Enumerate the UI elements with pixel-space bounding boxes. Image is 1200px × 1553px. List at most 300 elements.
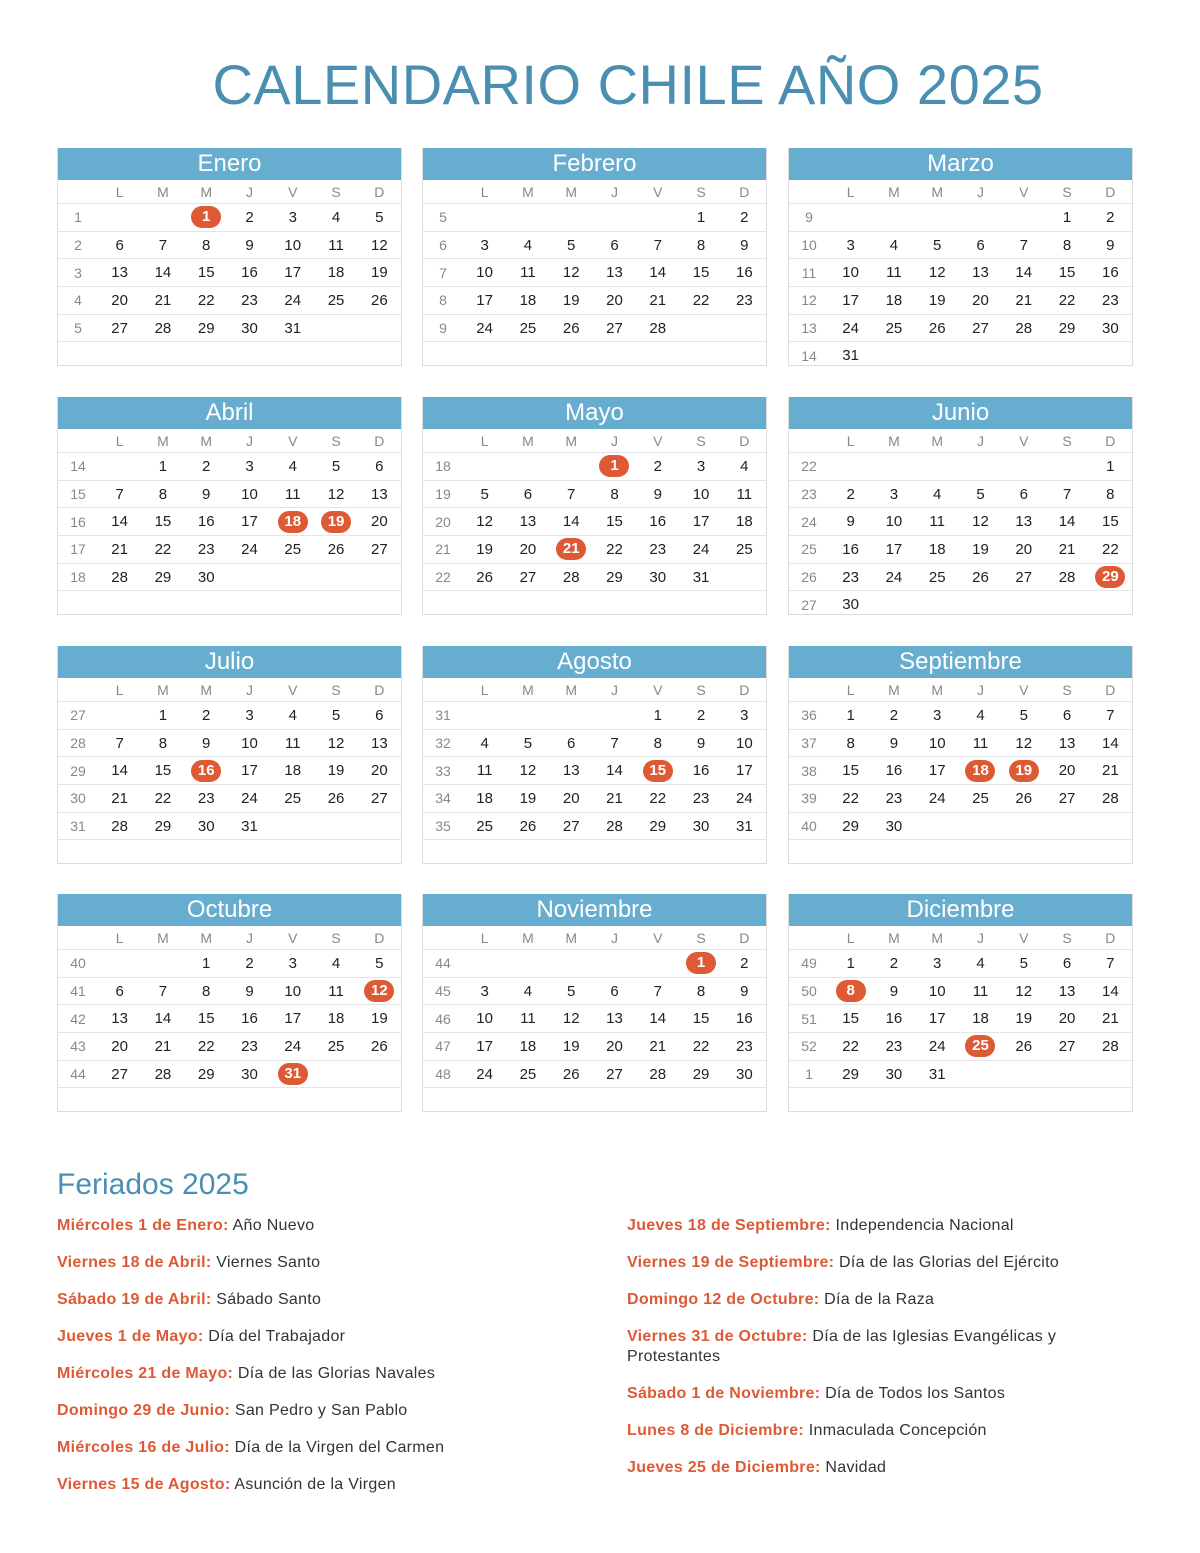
weekday-label: J bbox=[228, 180, 271, 204]
week-row bbox=[423, 977, 766, 1005]
weekday-label: L bbox=[463, 926, 506, 950]
weekday-label: V bbox=[636, 926, 679, 950]
weekday-label: V bbox=[271, 678, 314, 702]
week-row bbox=[789, 508, 1132, 536]
feriado-item bbox=[627, 1384, 1127, 1404]
day-cell: 8 bbox=[1089, 480, 1132, 508]
week-row bbox=[423, 508, 766, 536]
day-cell: 7 bbox=[141, 231, 184, 259]
page-title: CALENDARIO CHILE AÑO 2025 bbox=[212, 53, 1044, 116]
feriado-date: Miércoles 1 de Enero: bbox=[57, 1217, 229, 1234]
day-cell: 12 bbox=[463, 508, 506, 536]
weekday-row bbox=[789, 678, 1132, 702]
day-cell: 14 bbox=[636, 1005, 679, 1033]
day-cell: 3 bbox=[916, 702, 959, 730]
week-number: 9 bbox=[789, 204, 829, 232]
day-cell: 27 bbox=[959, 314, 1002, 342]
weekday-row bbox=[789, 429, 1132, 453]
holiday-day-badge: 19 bbox=[1009, 760, 1039, 782]
weekday-label: M bbox=[185, 926, 228, 950]
week-number bbox=[58, 342, 98, 369]
holiday-day-badge: 15 bbox=[643, 760, 673, 782]
day-cell bbox=[1002, 840, 1045, 867]
day-cell: 11 bbox=[872, 259, 915, 287]
day-cell: 27 bbox=[358, 785, 401, 813]
week-row bbox=[789, 1033, 1132, 1061]
day-cell: 5 bbox=[463, 480, 506, 508]
week-number: 30 bbox=[58, 785, 98, 813]
day-cell: 25 bbox=[271, 536, 314, 564]
week-row bbox=[58, 1060, 401, 1088]
feriado-date: Miércoles 21 de Mayo: bbox=[57, 1365, 234, 1382]
day-cell: 2 bbox=[872, 950, 915, 978]
day-cell bbox=[506, 840, 549, 867]
month-days-table bbox=[789, 926, 1132, 1115]
week-row bbox=[789, 702, 1132, 730]
feriado-date: Viernes 18 de Abril: bbox=[57, 1254, 212, 1271]
day-cell bbox=[679, 342, 722, 369]
week-row bbox=[423, 812, 766, 840]
week-number: 46 bbox=[423, 1005, 463, 1033]
day-cell: 24 bbox=[228, 536, 271, 564]
week-row bbox=[58, 1088, 401, 1115]
feriado-name: Día del Trabajador bbox=[208, 1328, 346, 1345]
month-octubre bbox=[57, 894, 402, 1112]
day-cell: 6 bbox=[550, 729, 593, 757]
week-row bbox=[423, 563, 766, 591]
week-number: 33 bbox=[423, 757, 463, 785]
day-cell: 7 bbox=[550, 480, 593, 508]
month-enero bbox=[57, 148, 402, 366]
day-cell bbox=[141, 950, 184, 978]
feriado-date: Viernes 19 de Septiembre: bbox=[627, 1254, 835, 1271]
day-cell: 27 bbox=[506, 563, 549, 591]
feriado-name: Independencia Nacional bbox=[835, 1217, 1014, 1234]
weekday-label: M bbox=[185, 429, 228, 453]
weekday-label: S bbox=[1045, 926, 1088, 950]
week-number bbox=[423, 591, 463, 618]
day-cell: 26 bbox=[916, 314, 959, 342]
day-cell: 6 bbox=[1045, 702, 1088, 730]
day-cell: 9 bbox=[636, 480, 679, 508]
week-number bbox=[58, 591, 98, 618]
day-cell: 19 bbox=[358, 1005, 401, 1033]
day-cell: 21 bbox=[1045, 536, 1088, 564]
day-cell: 27 bbox=[1002, 563, 1045, 591]
week-number-header bbox=[58, 429, 98, 453]
week-number: 27 bbox=[58, 702, 98, 730]
day-cell bbox=[358, 812, 401, 840]
day-cell bbox=[98, 342, 141, 369]
weekday-label: M bbox=[141, 926, 184, 950]
day-cell bbox=[550, 950, 593, 978]
day-cell: 22 bbox=[1089, 536, 1132, 564]
day-cell: 18 bbox=[872, 287, 915, 315]
day-cell: 30 bbox=[842, 596, 859, 614]
day-cell: 14 bbox=[98, 757, 141, 785]
day-cell: 29 bbox=[141, 812, 184, 840]
week-number: 20 bbox=[423, 508, 463, 536]
week-row bbox=[58, 204, 401, 232]
day-cell bbox=[1045, 342, 1088, 369]
feriado-item bbox=[57, 1290, 577, 1310]
week-number: 35 bbox=[423, 812, 463, 840]
day-cell bbox=[358, 1088, 401, 1115]
week-row bbox=[789, 757, 1132, 785]
day-cell: 22 bbox=[185, 1033, 228, 1061]
month-header: Diciembre bbox=[789, 894, 1132, 926]
day-cell: 24 bbox=[463, 314, 506, 342]
day-cell: 13 bbox=[1045, 729, 1088, 757]
day-cell bbox=[506, 591, 549, 618]
day-cell: 31 bbox=[842, 347, 859, 365]
day-cell: 3 bbox=[271, 204, 314, 232]
day-cell: 12 bbox=[916, 259, 959, 287]
day-cell: 13 bbox=[1002, 508, 1045, 536]
day-cell: 8 bbox=[829, 729, 872, 757]
day-cell: 19 bbox=[550, 287, 593, 315]
day-cell bbox=[506, 1088, 549, 1115]
weekday-row bbox=[423, 180, 766, 204]
feriado-date: Domingo 29 de Junio: bbox=[57, 1402, 231, 1419]
day-cell: 10 bbox=[271, 231, 314, 259]
holiday-day-badge: 16 bbox=[191, 760, 221, 782]
day-cell bbox=[141, 591, 184, 618]
day-cell bbox=[314, 1060, 357, 1088]
day-cell: 10 bbox=[463, 1005, 506, 1033]
feriado-item bbox=[627, 1290, 1127, 1310]
week-number: 1 bbox=[58, 204, 98, 232]
month-days-table bbox=[58, 926, 401, 1115]
day-cell: 5 bbox=[959, 480, 1002, 508]
month-days-table bbox=[58, 678, 401, 867]
day-cell: 23 bbox=[723, 287, 766, 315]
week-row bbox=[789, 342, 1132, 369]
week-number bbox=[423, 840, 463, 867]
day-cell bbox=[271, 1060, 314, 1088]
day-cell bbox=[872, 204, 915, 232]
day-cell bbox=[593, 840, 636, 867]
week-number: 31 bbox=[423, 702, 463, 730]
day-cell: 2 bbox=[723, 204, 766, 232]
week-row bbox=[789, 591, 1132, 618]
day-cell: 28 bbox=[1089, 785, 1132, 813]
weekday-label: M bbox=[506, 678, 549, 702]
day-cell bbox=[959, 1033, 1002, 1061]
day-cell: 18 bbox=[959, 1005, 1002, 1033]
day-cell: 22 bbox=[829, 1033, 872, 1061]
week-number bbox=[423, 342, 463, 369]
month-days-table bbox=[58, 429, 401, 618]
day-cell: 8 bbox=[679, 231, 722, 259]
day-cell bbox=[679, 1088, 722, 1115]
week-row bbox=[58, 1005, 401, 1033]
feriado-date: Lunes 8 de Diciembre: bbox=[627, 1422, 805, 1439]
week-row bbox=[789, 453, 1132, 481]
weekday-label: M bbox=[141, 678, 184, 702]
day-cell bbox=[358, 591, 401, 618]
day-cell: 21 bbox=[98, 785, 141, 813]
week-number: 14 bbox=[801, 347, 817, 364]
day-cell bbox=[1002, 342, 1045, 369]
day-cell bbox=[593, 591, 636, 618]
day-cell bbox=[98, 204, 141, 232]
day-cell: 25 bbox=[314, 287, 357, 315]
day-cell: 26 bbox=[550, 314, 593, 342]
week-number: 10 bbox=[789, 231, 829, 259]
weekday-label: L bbox=[98, 180, 141, 204]
weekday-label: J bbox=[959, 180, 1002, 204]
week-row bbox=[423, 231, 766, 259]
weekday-row bbox=[789, 926, 1132, 950]
month-febrero bbox=[422, 148, 767, 366]
day-cell bbox=[829, 1088, 872, 1115]
day-cell: 11 bbox=[916, 508, 959, 536]
day-cell: 26 bbox=[959, 563, 1002, 591]
feriado-item bbox=[627, 1253, 1127, 1273]
day-cell: 19 bbox=[1002, 1005, 1045, 1033]
day-cell: 4 bbox=[506, 231, 549, 259]
day-cell: 13 bbox=[98, 1005, 141, 1033]
day-cell: 4 bbox=[959, 950, 1002, 978]
day-cell: 21 bbox=[1089, 1005, 1132, 1033]
day-cell bbox=[271, 840, 314, 867]
day-cell bbox=[916, 840, 959, 867]
day-cell: 11 bbox=[463, 757, 506, 785]
weekday-label: D bbox=[358, 926, 401, 950]
month-julio bbox=[57, 646, 402, 864]
week-row bbox=[423, 259, 766, 287]
day-cell: 3 bbox=[463, 977, 506, 1005]
day-cell: 5 bbox=[550, 231, 593, 259]
day-cell: 11 bbox=[314, 231, 357, 259]
day-cell bbox=[959, 1088, 1002, 1115]
feriados-list-left bbox=[57, 1216, 577, 1512]
day-cell: 18 bbox=[271, 757, 314, 785]
day-cell: 20 bbox=[98, 287, 141, 315]
day-cell bbox=[829, 204, 872, 232]
day-cell bbox=[1002, 453, 1045, 481]
week-number: 31 bbox=[58, 812, 98, 840]
day-cell bbox=[916, 812, 959, 840]
weekday-label: L bbox=[829, 678, 872, 702]
day-cell: 19 bbox=[506, 785, 549, 813]
weekday-label: L bbox=[829, 429, 872, 453]
day-cell: 19 bbox=[314, 757, 357, 785]
weekday-row bbox=[423, 926, 766, 950]
day-cell bbox=[679, 591, 722, 618]
day-cell bbox=[506, 950, 549, 978]
day-cell: 10 bbox=[829, 259, 872, 287]
day-cell: 17 bbox=[679, 508, 722, 536]
day-cell: 14 bbox=[636, 259, 679, 287]
weekday-label: L bbox=[463, 429, 506, 453]
day-cell: 24 bbox=[829, 314, 872, 342]
week-number: 15 bbox=[58, 480, 98, 508]
day-cell: 7 bbox=[593, 729, 636, 757]
day-cell: 24 bbox=[271, 287, 314, 315]
day-cell: 19 bbox=[959, 536, 1002, 564]
week-number-header bbox=[789, 926, 829, 950]
day-cell: 1 bbox=[185, 950, 228, 978]
day-cell: 26 bbox=[506, 812, 549, 840]
day-cell: 23 bbox=[1089, 287, 1132, 315]
day-cell: 8 bbox=[141, 729, 184, 757]
day-cell bbox=[1089, 563, 1132, 591]
day-cell: 27 bbox=[593, 1060, 636, 1088]
day-cell: 9 bbox=[185, 729, 228, 757]
day-cell bbox=[463, 453, 506, 481]
week-number: 51 bbox=[789, 1005, 829, 1033]
weekday-label: S bbox=[679, 926, 722, 950]
day-cell: 30 bbox=[228, 314, 271, 342]
day-cell: 28 bbox=[636, 314, 679, 342]
holiday-day-badge: 12 bbox=[364, 980, 394, 1002]
week-row bbox=[423, 950, 766, 978]
day-cell: 23 bbox=[872, 785, 915, 813]
day-cell: 9 bbox=[872, 977, 915, 1005]
day-cell bbox=[550, 591, 593, 618]
week-number: 24 bbox=[789, 508, 829, 536]
day-cell: 28 bbox=[98, 563, 141, 591]
day-cell: 25 bbox=[271, 785, 314, 813]
day-cell: 15 bbox=[1045, 259, 1088, 287]
day-cell: 12 bbox=[550, 259, 593, 287]
feriado-item bbox=[57, 1438, 577, 1458]
holiday-day-badge: 1 bbox=[599, 455, 629, 477]
weekday-label: V bbox=[636, 429, 679, 453]
month-days-table bbox=[423, 429, 766, 618]
day-cell bbox=[98, 702, 141, 730]
day-cell: 21 bbox=[1089, 757, 1132, 785]
day-cell: 26 bbox=[314, 536, 357, 564]
day-cell bbox=[679, 840, 722, 867]
day-cell: 26 bbox=[1002, 785, 1045, 813]
week-number: 11 bbox=[789, 259, 829, 287]
day-cell bbox=[98, 840, 141, 867]
week-number: 12 bbox=[789, 287, 829, 315]
day-cell bbox=[358, 563, 401, 591]
day-cell bbox=[1002, 1060, 1045, 1088]
day-cell: 28 bbox=[593, 812, 636, 840]
feriado-date: Jueves 25 de Diciembre: bbox=[627, 1459, 821, 1476]
day-cell: 12 bbox=[314, 480, 357, 508]
weekday-label: S bbox=[679, 429, 722, 453]
day-cell: 5 bbox=[916, 231, 959, 259]
month-noviembre bbox=[422, 894, 767, 1112]
day-cell bbox=[1089, 1060, 1132, 1088]
day-cell: 11 bbox=[723, 480, 766, 508]
day-cell: 22 bbox=[829, 785, 872, 813]
week-row bbox=[789, 204, 1132, 232]
day-cell: 24 bbox=[723, 785, 766, 813]
day-cell: 22 bbox=[679, 1033, 722, 1061]
week-row bbox=[423, 480, 766, 508]
day-cell: 14 bbox=[141, 259, 184, 287]
day-cell bbox=[550, 342, 593, 369]
holiday-day-badge: 1 bbox=[686, 952, 716, 974]
weekday-label: S bbox=[314, 678, 357, 702]
day-cell: 23 bbox=[185, 785, 228, 813]
feriado-item bbox=[627, 1421, 1127, 1441]
day-cell bbox=[228, 840, 271, 867]
feriado-date: Sábado 19 de Abril: bbox=[57, 1291, 212, 1308]
day-cell: 14 bbox=[1045, 508, 1088, 536]
day-cell bbox=[1002, 591, 1045, 618]
week-row bbox=[423, 729, 766, 757]
feriado-name: Día de las Iglesias Evangélicas y Protestantes bbox=[627, 1328, 1057, 1365]
weekday-row bbox=[58, 429, 401, 453]
day-cell: 3 bbox=[228, 453, 271, 481]
day-cell bbox=[636, 950, 679, 978]
day-cell bbox=[550, 536, 593, 564]
day-cell: 19 bbox=[550, 1033, 593, 1061]
day-cell: 10 bbox=[228, 480, 271, 508]
weekday-label: V bbox=[271, 926, 314, 950]
weekday-label: V bbox=[1002, 180, 1045, 204]
week-number: 41 bbox=[58, 977, 98, 1005]
day-cell: 15 bbox=[141, 757, 184, 785]
day-cell bbox=[463, 591, 506, 618]
weekday-label: S bbox=[679, 180, 722, 204]
holiday-day-badge: 21 bbox=[556, 538, 586, 560]
day-cell: 27 bbox=[550, 812, 593, 840]
month-days-table bbox=[789, 429, 1132, 618]
weekday-label: L bbox=[98, 429, 141, 453]
week-row bbox=[58, 536, 401, 564]
day-cell bbox=[872, 840, 915, 867]
day-cell: 7 bbox=[1002, 231, 1045, 259]
week-number: 22 bbox=[789, 453, 829, 481]
day-cell: 1 bbox=[1089, 453, 1132, 481]
day-cell: 17 bbox=[916, 757, 959, 785]
weekday-label: D bbox=[1089, 678, 1132, 702]
day-cell: 10 bbox=[679, 480, 722, 508]
day-cell: 14 bbox=[550, 508, 593, 536]
day-cell: 15 bbox=[679, 259, 722, 287]
weekday-label: M bbox=[872, 678, 915, 702]
weekday-label: M bbox=[916, 926, 959, 950]
day-cell: 9 bbox=[872, 729, 915, 757]
day-cell: 25 bbox=[463, 812, 506, 840]
weekday-label: J bbox=[959, 926, 1002, 950]
day-cell bbox=[314, 563, 357, 591]
weekday-label: M bbox=[185, 678, 228, 702]
day-cell bbox=[872, 1088, 915, 1115]
day-cell: 28 bbox=[1002, 314, 1045, 342]
day-cell: 2 bbox=[1089, 204, 1132, 232]
day-cell bbox=[358, 840, 401, 867]
day-cell: 7 bbox=[98, 480, 141, 508]
feriado-date: Jueves 1 de Mayo: bbox=[57, 1328, 204, 1345]
day-cell: 25 bbox=[314, 1033, 357, 1061]
day-cell bbox=[1045, 812, 1088, 840]
day-cell: 8 bbox=[141, 480, 184, 508]
day-cell: 6 bbox=[593, 977, 636, 1005]
day-cell: 8 bbox=[1045, 231, 1088, 259]
day-cell: 9 bbox=[1089, 231, 1132, 259]
week-number: 42 bbox=[58, 1005, 98, 1033]
day-cell: 21 bbox=[141, 1033, 184, 1061]
week-number: 21 bbox=[423, 536, 463, 564]
week-number: 17 bbox=[58, 536, 98, 564]
day-cell: 17 bbox=[228, 757, 271, 785]
day-cell: 27 bbox=[1045, 1033, 1088, 1061]
feriado-name: Día de las Glorias del Ejército bbox=[839, 1254, 1060, 1271]
day-cell bbox=[1045, 1088, 1088, 1115]
day-cell bbox=[1089, 812, 1132, 840]
month-header: Junio bbox=[789, 397, 1132, 429]
